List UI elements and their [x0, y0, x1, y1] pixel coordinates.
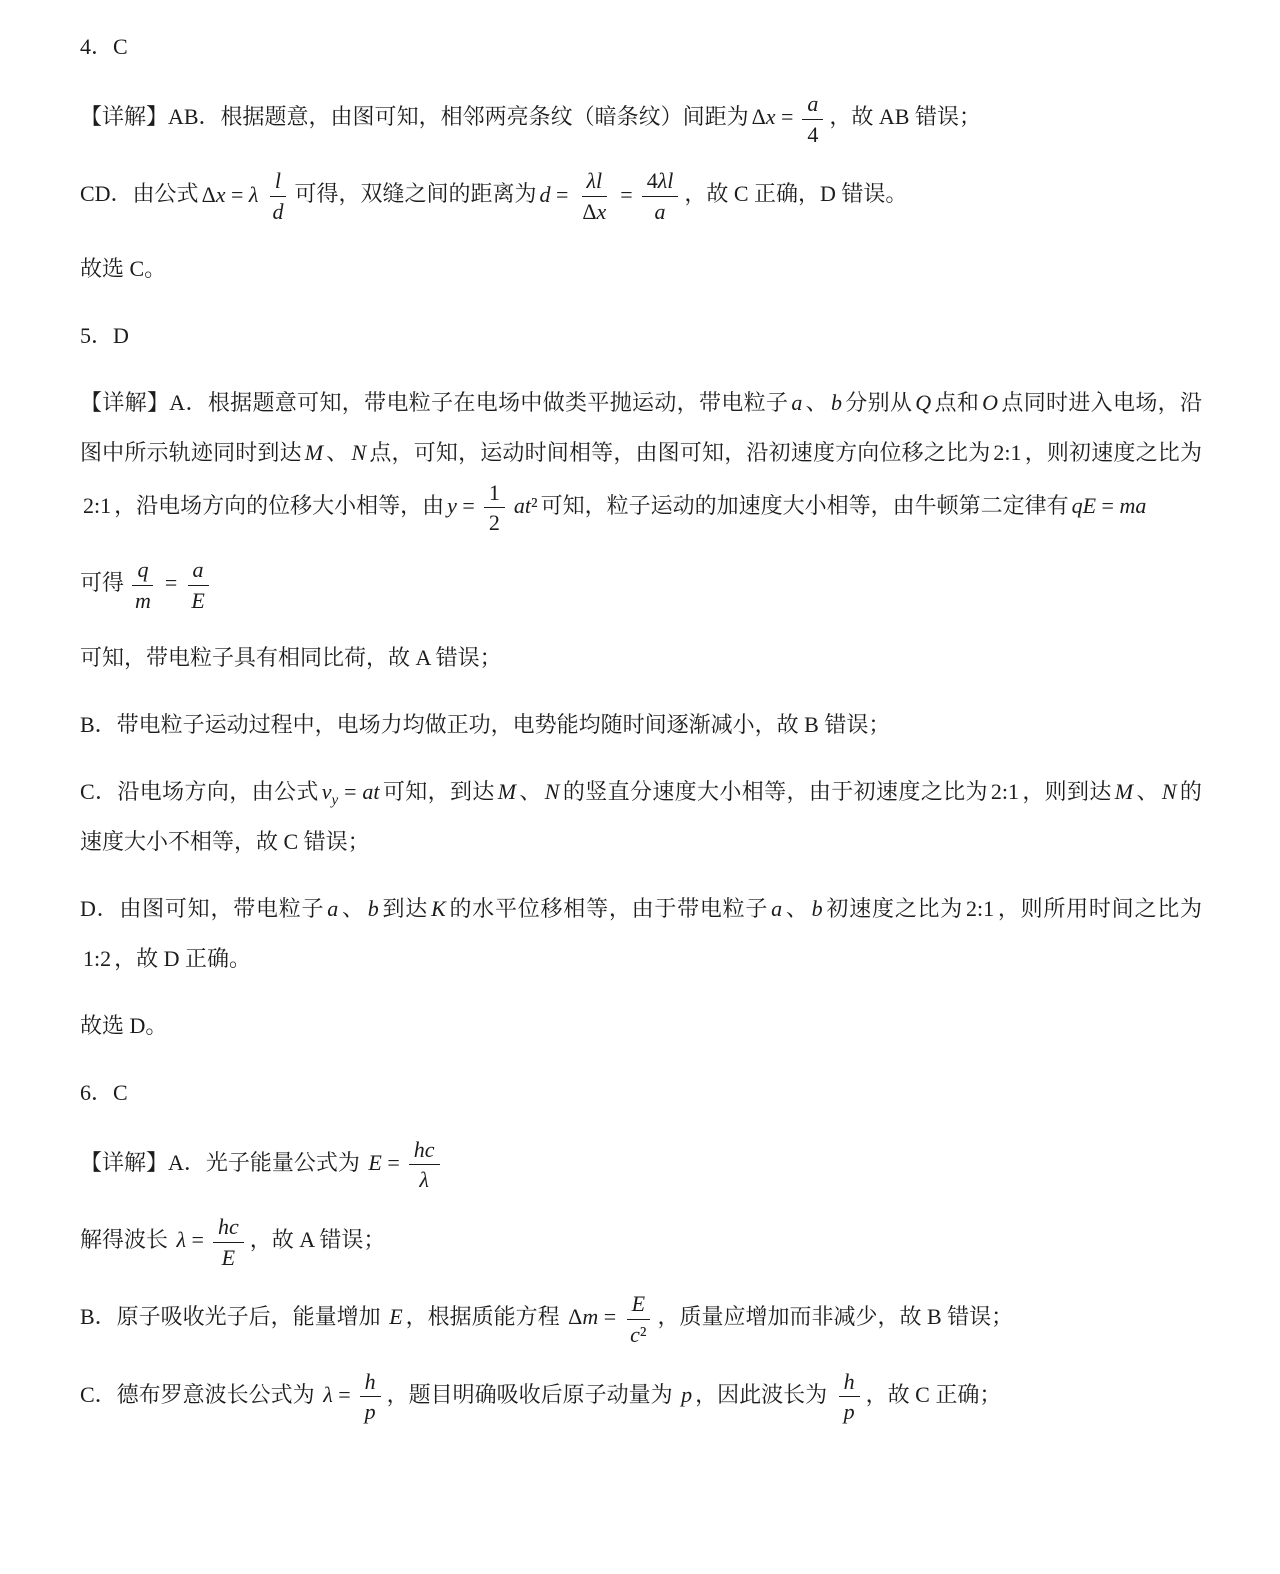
text-run: 点同时进入电场，沿图中所示轨迹同时到达	[80, 389, 1202, 465]
text-run: ，故 A 错误；	[249, 1227, 386, 1253]
math-inline: M	[304, 439, 324, 465]
fraction-denominator: m	[135, 587, 151, 613]
math-inline: y =	[447, 492, 475, 518]
text-run: ，故 AB 错误；	[829, 104, 981, 130]
text-run: 、	[805, 389, 828, 415]
detail-6-a-formula	[80, 1135, 1202, 1195]
math-inline: b	[830, 389, 842, 415]
text-run: 故选 C。	[80, 255, 167, 281]
conclusion-5	[80, 1001, 1202, 1051]
text-run: 4．C	[80, 34, 128, 59]
math-fraction	[642, 166, 679, 226]
fraction-numerator: q	[132, 555, 153, 586]
math-inline: λ =	[323, 1381, 351, 1407]
fraction-denominator: c²	[630, 1321, 647, 1347]
math-fraction	[130, 555, 156, 615]
math-fraction	[484, 478, 505, 538]
math-inline: N	[544, 778, 560, 804]
text-run: ，质量应增加而非减少，故 B 错误；	[657, 1304, 1014, 1330]
math-inline: Δx = λ	[201, 181, 259, 207]
math-inline: a	[771, 895, 783, 921]
math-fraction	[360, 1367, 381, 1427]
math-inline: 2:1	[966, 895, 995, 921]
math-inline: O	[982, 389, 999, 415]
text-run: 【详解】A．光子能量公式为	[80, 1149, 366, 1175]
math-subscript: $v_y$	[321, 778, 339, 808]
text-run: 、	[785, 895, 809, 921]
fraction-numerator: E	[627, 1289, 650, 1320]
math-fraction	[409, 1135, 440, 1195]
math-inline: a	[791, 389, 803, 415]
fraction-numerator: hc	[213, 1212, 244, 1243]
math-inline: M	[497, 778, 517, 804]
math-fraction	[186, 555, 209, 615]
fraction-denominator: p	[843, 1399, 855, 1425]
fraction-denominator: Δx	[582, 199, 607, 225]
text-run: ，故 C 正确；	[865, 1381, 1002, 1407]
text-run: B．带电粒子运动过程中，电场力均做正功，电势能均随时间逐渐减小，故 B 错误；	[80, 711, 891, 737]
math-inline: E =	[368, 1149, 400, 1175]
text-run: ，故 D 正确。	[114, 945, 252, 971]
text-run: 点，可知，运动时间相等，由图可知，沿初速度方向位移之比为	[369, 439, 991, 465]
math-fraction	[267, 166, 288, 226]
text-run: 可知，到达	[382, 778, 495, 804]
math-inline: K	[431, 895, 446, 921]
math-inline: λ =	[176, 1227, 204, 1253]
text-run: 分别从	[844, 389, 913, 415]
text-run: 、	[326, 439, 349, 465]
fraction-numerator: λl	[582, 166, 608, 197]
text-run: C．德布罗意波长公式为	[80, 1381, 321, 1407]
text-run: 5．D	[80, 322, 129, 348]
math-inline: =	[164, 570, 178, 596]
text-run: 初速度之比为	[825, 895, 963, 921]
detail-5-d	[80, 884, 1202, 984]
math-fraction	[839, 1367, 860, 1427]
text-run: 解得波长	[80, 1227, 174, 1253]
text-run: ，因此波长为	[695, 1381, 833, 1407]
text-run: 到达	[381, 895, 429, 921]
text-run: 点和	[934, 389, 980, 415]
fraction-denominator: E	[221, 1244, 236, 1270]
math-fraction	[802, 89, 823, 149]
math-inline: Δm =	[568, 1304, 617, 1330]
detail-5-a-conclusion	[80, 633, 1202, 683]
detail-4-ab	[80, 89, 1202, 149]
text-run: ，沿电场方向的位移大小相等，由	[114, 492, 445, 518]
fraction-numerator: 1	[484, 478, 505, 509]
math-inline: M	[1114, 778, 1134, 804]
math-fraction	[625, 1289, 651, 1349]
math-inline: b	[811, 895, 823, 921]
fraction-numerator: h	[360, 1367, 381, 1398]
detail-4-cd	[80, 166, 1202, 226]
text-run: 【详解】A．根据题意可知，带电粒子在电场中做类平抛运动，带电粒子	[80, 389, 789, 415]
text-run: 的水平位移相等，由于带电粒子	[448, 895, 769, 921]
fraction-denominator: d	[272, 199, 284, 225]
text-run: 【详解】AB．根据题意，由图可知，相邻两亮条纹（暗条纹）间距为	[80, 104, 749, 130]
fraction-numerator: h	[839, 1367, 860, 1398]
math-inline: 2:1	[993, 439, 1022, 465]
fraction-numerator: l	[270, 166, 286, 197]
text-run: ，根据质能方程	[405, 1304, 566, 1330]
detail-5-a-result	[80, 555, 1202, 615]
math-fraction	[577, 166, 611, 226]
fraction-numerator: hc	[409, 1135, 440, 1166]
math-inline: at²	[513, 492, 538, 518]
answer-6	[80, 1068, 1202, 1118]
text-run: 可知，粒子运动的加速度大小相等，由牛顿第二定律有	[540, 492, 1069, 518]
text-run: C．沿电场方向，由公式	[80, 778, 319, 804]
text-run: 、	[519, 778, 542, 804]
math-inline: 2:1	[83, 492, 112, 518]
text-run: D．由图可知，带电粒子	[80, 895, 325, 921]
math-inline: a	[327, 895, 339, 921]
math-inline: p	[681, 1381, 693, 1407]
text-run: 的竖直分速度大小相等，由于初速度之比为	[562, 778, 988, 804]
text-run: ，题目明确吸收后原子动量为	[386, 1381, 679, 1407]
math-inline: = at	[344, 778, 380, 804]
text-run: CD．由公式	[80, 181, 199, 207]
fraction-numerator: a	[802, 89, 823, 120]
detail-6-a-conclusion	[80, 1212, 1202, 1272]
fraction-numerator: a	[188, 555, 209, 586]
math-inline: 2:1	[990, 778, 1019, 804]
text-run: 可知，带电粒子具有相同比荷，故 A 错误；	[80, 644, 502, 670]
conclusion-4	[80, 244, 1202, 294]
detail-5-a	[80, 378, 1202, 538]
text-run: 、	[1136, 778, 1159, 804]
math-inline: b	[367, 895, 379, 921]
fraction-denominator: a	[654, 199, 666, 225]
math-inline: d =	[539, 181, 569, 207]
text-run: 可得	[80, 570, 125, 596]
detail-6-c	[80, 1367, 1202, 1427]
math-inline: =	[620, 181, 633, 207]
text-run: ，故 C 正确，D 错误。	[684, 181, 908, 207]
fraction-denominator: 4	[807, 121, 819, 147]
detail-5-b	[80, 700, 1202, 750]
text-run: ，则到达	[1021, 778, 1112, 804]
fraction-denominator: 2	[488, 510, 500, 536]
fraction-denominator: λ	[419, 1167, 429, 1193]
text-run: 6．C	[80, 1079, 128, 1105]
math-inline: 1:2	[83, 945, 112, 971]
math-fraction	[213, 1212, 244, 1272]
answer-5	[80, 311, 1202, 361]
math-inline: N	[1161, 778, 1177, 804]
detail-5-c	[80, 767, 1202, 867]
text-run: 的速度大小不相等，故 C 错误；	[80, 778, 1202, 854]
text-run: 可得，双缝之间的距离为	[294, 181, 537, 207]
fraction-numerator: 4λl	[642, 166, 679, 197]
text-run: ，则初速度之比为	[1024, 439, 1202, 465]
fraction-denominator: E	[191, 587, 205, 613]
detail-6-b	[80, 1289, 1202, 1349]
math-inline: Δx =	[751, 104, 794, 130]
fraction-denominator: p	[364, 1399, 376, 1425]
math-inline: Q	[915, 389, 932, 415]
text-run: ，则所用时间之比为	[997, 895, 1202, 921]
answer-4	[80, 22, 1202, 72]
text-run: B．原子吸收光子后，能量增加	[80, 1304, 387, 1330]
text-run: 故选 D。	[80, 1012, 168, 1038]
math-inline: E	[389, 1304, 403, 1330]
math-inline: N	[351, 439, 367, 465]
math-inline: qE = ma	[1071, 492, 1147, 518]
text-run: 、	[341, 895, 365, 921]
